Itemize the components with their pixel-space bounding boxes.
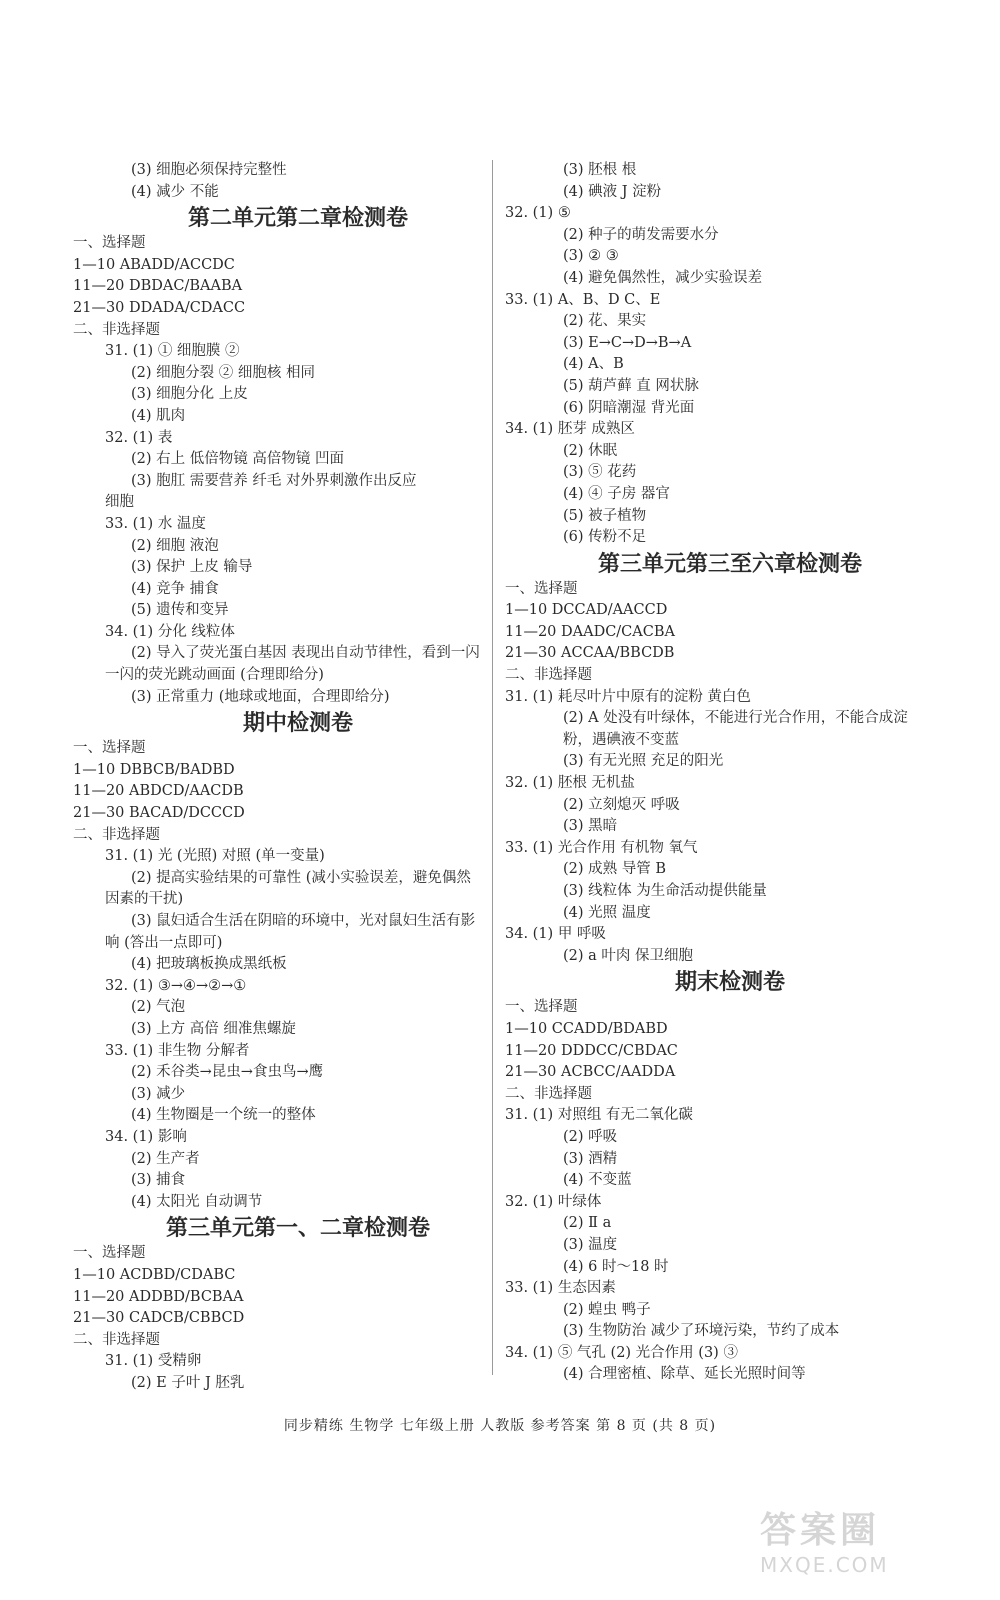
answer-line: (3) ⑤ 花药: [563, 464, 637, 481]
answer-line: 31. (1) ① 细胞膜 ②: [105, 343, 240, 360]
column-divider: [492, 160, 493, 1375]
answer-line: 31. (1) 受精卵: [105, 1353, 202, 1370]
answer-line: 细胞: [105, 494, 134, 511]
watermark-bottom: MXQE.COM: [760, 1553, 889, 1577]
answer-line: 1—10 ABADD/ACCDC: [73, 256, 235, 273]
answer-line: (4) 光照 温度: [563, 904, 651, 921]
answer-line: 11—20 ABDCD/AACDB: [73, 783, 244, 800]
answer-line: (2) 细胞 液泡: [131, 537, 219, 554]
answer-line: (2) 蝗虫 鸭子: [563, 1301, 651, 1318]
answer-line: (3) E→C→D→B→A: [563, 334, 692, 351]
answer-line: (3) 正常重力 (地球或地面，合理即给分): [131, 688, 390, 705]
answer-line: (3) 温度: [563, 1236, 618, 1253]
watermark-top: 答案圈: [760, 1509, 881, 1551]
answer-line: 一、选择题: [73, 235, 146, 252]
answer-line: 1—10 DCCAD/AACCD: [505, 602, 668, 619]
answer-line: 21—30 CADCB/CBBCD: [73, 1310, 245, 1327]
answer-line: (3) 细胞分化 上皮: [131, 386, 248, 403]
answer-line: (4) 竞争 捕食: [131, 580, 219, 597]
answer-line: 31. (1) 光 (光照) 对照 (单一变量): [105, 848, 325, 865]
answer-line: (3) ② ③: [563, 248, 619, 265]
answer-line: 33. (1) 水 温度: [105, 515, 206, 532]
answer-line: (2) A 处没有叶绿体，不能进行光合作用，不能合成淀: [563, 710, 908, 727]
answer-line: (3) 胚根 根: [563, 162, 637, 178]
answer-line: (4) 碘液 J 淀粉: [563, 183, 662, 200]
answer-line: (4) 把玻璃板换成黑纸板: [131, 956, 287, 973]
answer-line: 32. (1) 胚根 无机盐: [505, 775, 635, 792]
answer-line: 34. (1) 胚芽 成熟区: [505, 421, 635, 438]
answer-line: (2) E 子叶 J 胚乳: [131, 1374, 245, 1391]
answer-line: (4) 减少 不能: [131, 183, 219, 200]
answer-line: 一、选择题: [505, 999, 578, 1016]
answer-line: 34. (1) 甲 呼吸: [505, 926, 606, 943]
answer-line: 响 (答出一点即可): [105, 934, 223, 951]
answer-line: 11—20 DDDCC/CBDAC: [505, 1042, 678, 1059]
answer-line: 34. (1) 影响: [105, 1128, 187, 1145]
answer-line: (4) 太阳光 自动调节: [131, 1193, 263, 1210]
answer-line: (2) 右上 低倍物镜 高倍物镜 凹面: [131, 451, 344, 468]
answer-line: (3) 生物防治 减少了环境污染，节约了成本: [563, 1323, 840, 1340]
answer-line: 1—10 DBBCB/BADBD: [73, 761, 235, 778]
answer-line: 一闪的荧光跳动画面 (合理即给分): [105, 667, 324, 684]
answer-line: 21—30 ACBCC/AADDA: [505, 1064, 676, 1081]
answer-line: 一、选择题: [505, 580, 578, 597]
answer-line: (2) 生产者: [131, 1150, 200, 1167]
answer-line: (3) 鼠妇适合生活在阴暗的环境中，光对鼠妇生活有影: [131, 913, 476, 929]
answer-line: (2) 气泡: [131, 999, 186, 1016]
answer-line: (3) 胞肛 需要营养 纤毛 对外界刺激作出反应: [131, 472, 417, 489]
answer-line: (2) 成熟 导管 B: [563, 861, 667, 878]
answer-line: 11—20 ADDBD/BCBAA: [73, 1288, 244, 1305]
answer-line: (6) 阴暗潮湿 背光面: [563, 399, 695, 416]
answer-line: (3) 黑暗: [563, 818, 618, 835]
answer-line: 21—30 BACAD/DCCCD: [73, 805, 245, 822]
answer-line: (5) 葫芦藓 直 网状脉: [563, 377, 699, 394]
answer-line: 1—10 ACDBD/CDABC: [73, 1266, 236, 1283]
section-title: 期中检测卷: [242, 710, 353, 737]
answer-line: (2) Ⅱ a: [563, 1215, 612, 1232]
answer-line: 二、非选择题: [73, 826, 160, 843]
answer-line: 1—10 CCADD/BDABD: [505, 1020, 668, 1037]
answer-line: 31. (1) 耗尽叶片中原有的淀粉 黄白色: [505, 688, 751, 705]
answer-line: 32. (1) ⑤: [505, 205, 571, 222]
answer-line: (2) 细胞分裂 ② 细胞核 相同: [131, 364, 315, 381]
section-title: 第三单元第三至六章检测卷: [597, 550, 862, 577]
answer-line: 32. (1) 叶绿体: [505, 1193, 602, 1210]
answer-line: 33. (1) 非生物 分解者: [105, 1042, 250, 1059]
left-column: [73, 160, 493, 1394]
answer-line: (2) a 叶肉 保卫细胞: [563, 947, 694, 964]
answer-line: (4) 避免偶然性，减少实验误差: [563, 269, 763, 286]
answer-line: (4) 生物圈是一个统一的整体: [131, 1107, 316, 1124]
page-footer: 同步精练 生物学 七年级上册 人教版 参考答案 第 8 页 (共 8 页): [283, 1418, 717, 1434]
answer-line: (4) 6 时～18 时: [563, 1258, 669, 1275]
answer-line: (2) 提高实验结果的可靠性 (减小实验误差，避免偶然: [131, 869, 471, 886]
answer-line: (5) 遗传和变异: [131, 602, 229, 619]
answer-line: 11—20 DAADC/CACBA: [505, 623, 675, 640]
answer-line: (4) 肌肉: [131, 407, 186, 424]
right-column: [505, 160, 925, 1386]
answer-line: 二、非选择题: [73, 1331, 160, 1348]
answer-line: 因素的干扰): [105, 891, 184, 908]
answer-line: 二、非选择题: [73, 321, 160, 338]
answer-line: 21—30 ACCAA/BBCDB: [505, 645, 675, 662]
answer-line: (2) 呼吸: [563, 1128, 618, 1145]
answer-line: (2) 种子的萌发需要水分: [563, 226, 719, 243]
answer-line: 34. (1) ⑤ 气孔 (2) 光合作用 (3) ③: [505, 1344, 738, 1361]
answer-line: (2) 导入了荧光蛋白基因 表现出自动节律性，看到一闪: [131, 645, 480, 662]
answer-line: 34. (1) 分化 线粒体: [105, 623, 235, 640]
section-title: 第二单元第二章检测卷: [187, 205, 408, 232]
answer-line: 21—30 DDADA/CDACC: [73, 299, 246, 316]
answer-line: 二、非选择题: [505, 1085, 592, 1102]
answer-line: 粉，遇碘液不变蓝: [563, 731, 679, 748]
section-title: 期末检测卷: [674, 969, 785, 996]
answer-line: (2) 立刻熄灭 呼吸: [563, 796, 680, 813]
answer-line: (3) 有无光照 充足的阳光: [563, 753, 724, 770]
answer-line: (4) ④ 子房 器官: [563, 485, 670, 502]
section-title: 第三单元第一、二章检测卷: [165, 1215, 430, 1242]
answer-line: (2) 休眠: [563, 442, 618, 459]
answer-line: 11—20 DBDAC/BAABA: [73, 278, 243, 295]
answer-line: (3) 细胞必须保持完整性: [131, 162, 287, 178]
answer-line: 32. (1) 表: [105, 429, 173, 446]
answer-line: 一、选择题: [73, 1245, 146, 1262]
answer-line: (2) 禾谷类→昆虫→食虫鸟→鹰: [131, 1064, 324, 1081]
answer-line: 32. (1) ③→④→②→①: [105, 977, 247, 994]
answer-line: (4) A、B: [563, 356, 624, 373]
answer-line: (6) 传粉不足: [563, 529, 647, 546]
answer-line: (3) 减少: [131, 1085, 186, 1102]
answer-line: (5) 被子植物: [563, 507, 647, 524]
answer-line: (4) 不变蓝: [563, 1172, 632, 1189]
answer-line: 31. (1) 对照组 有无二氧化碳: [505, 1107, 693, 1124]
watermark-logo: [760, 1502, 970, 1582]
answer-line: 33. (1) 光合作用 有机物 氧气: [505, 839, 698, 856]
answer-line: (3) 酒精: [563, 1150, 618, 1167]
answer-line: 33. (1) 生态因素: [505, 1280, 616, 1297]
answer-line: (2) 花、果实: [563, 313, 647, 330]
answer-line: (3) 线粒体 为生命活动提供能量: [563, 883, 767, 899]
answer-line: (3) 捕食: [131, 1172, 186, 1189]
answer-line: 33. (1) A、B、D C、E: [505, 291, 661, 308]
answer-line: (3) 上方 高倍 细准焦螺旋: [131, 1020, 296, 1037]
answer-line: 一、选择题: [73, 740, 146, 757]
answer-line: (4) 合理密植、除草、延长光照时间等: [563, 1366, 806, 1383]
answer-line: (3) 保护 上皮 输导: [131, 559, 253, 576]
answer-line: 二、非选择题: [505, 667, 592, 684]
